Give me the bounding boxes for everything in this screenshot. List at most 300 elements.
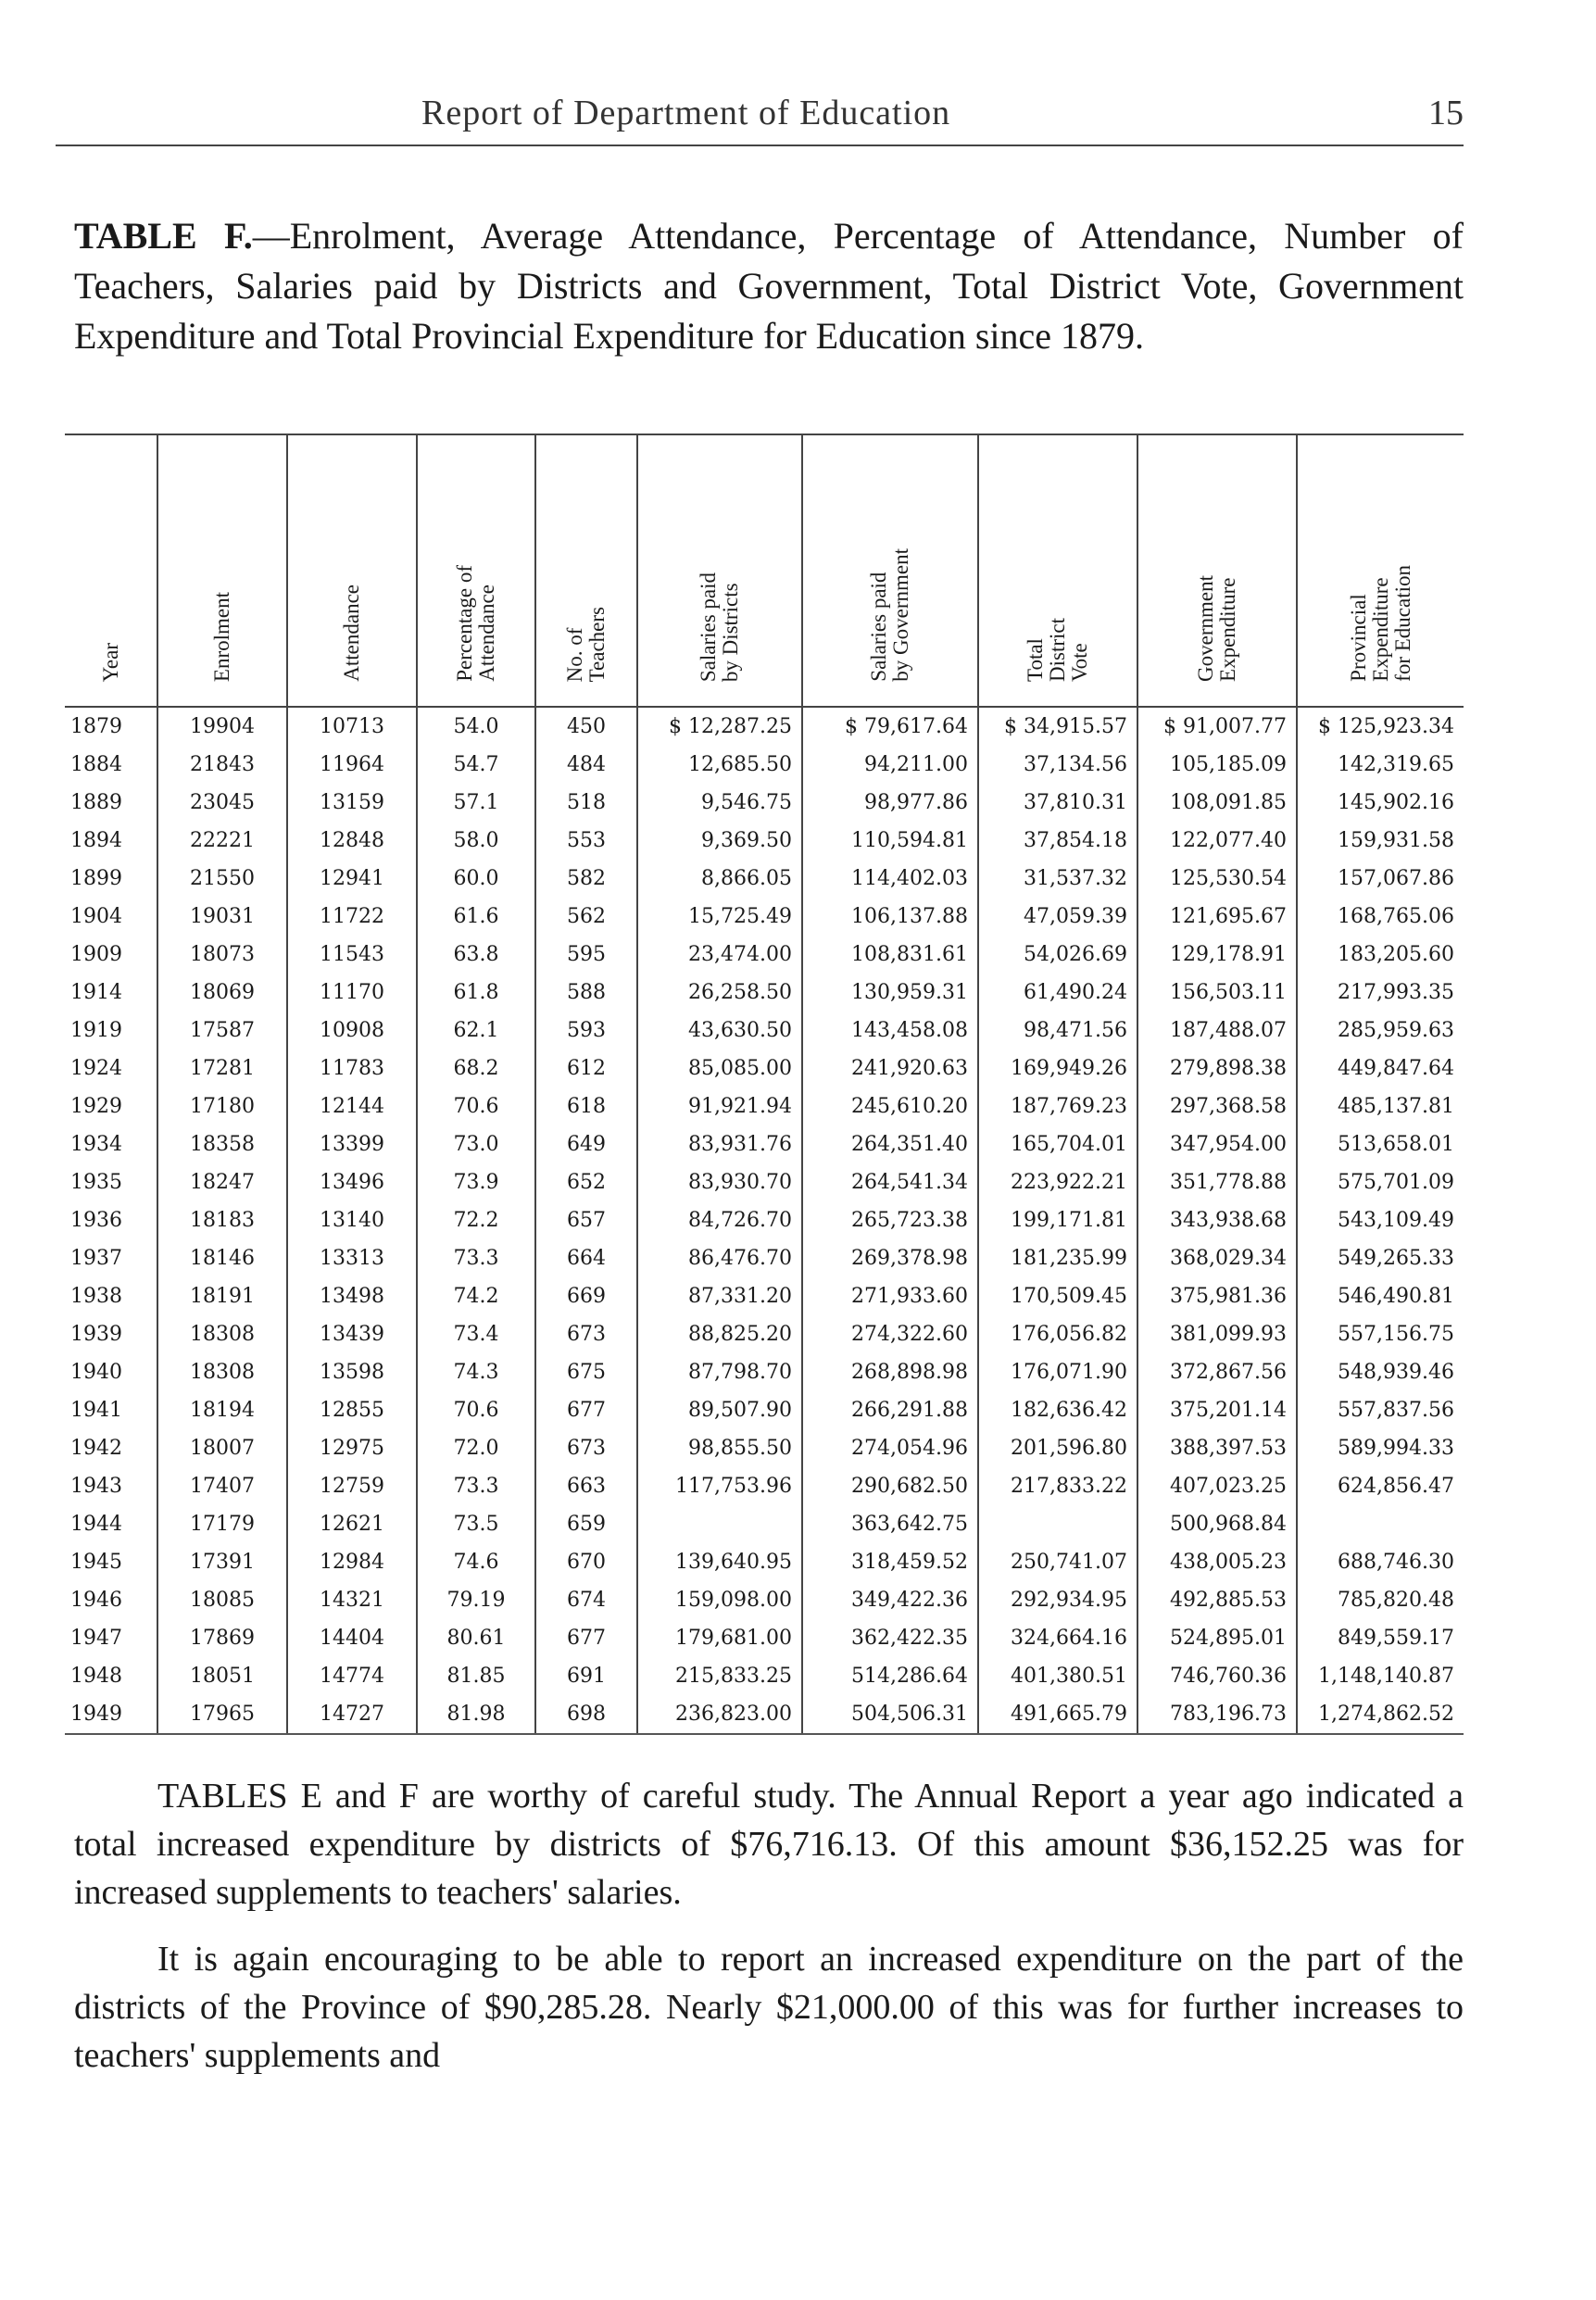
table-caption bbox=[74, 211, 1464, 361]
table-cell: 74.2 bbox=[417, 1277, 535, 1315]
table-cell: 363,642.75 bbox=[802, 1505, 978, 1543]
table-cell: 110,594.81 bbox=[802, 822, 978, 860]
table-cell: 73.5 bbox=[417, 1505, 535, 1543]
table-cell: 351,778.88 bbox=[1137, 1163, 1297, 1201]
table-cell: 13439 bbox=[287, 1315, 417, 1353]
table-cell: 657 bbox=[535, 1201, 637, 1239]
column-header bbox=[978, 434, 1137, 707]
table-cell: 22221 bbox=[157, 822, 287, 860]
table-cell: 582 bbox=[535, 860, 637, 898]
table-cell: 589,994.33 bbox=[1297, 1429, 1464, 1467]
table-cell: 593 bbox=[535, 1012, 637, 1049]
table-cell: 343,938.68 bbox=[1137, 1201, 1297, 1239]
table-cell: 10713 bbox=[287, 707, 417, 746]
table-cell: 1,274,862.52 bbox=[1297, 1695, 1464, 1734]
table-cell: 669 bbox=[535, 1277, 637, 1315]
table-cell: 176,056.82 bbox=[978, 1315, 1137, 1353]
table-cell: 13159 bbox=[287, 784, 417, 822]
table-cell: 1946 bbox=[70, 1589, 122, 1612]
table-cell: 12855 bbox=[287, 1391, 417, 1429]
page-number: 15 bbox=[1428, 94, 1464, 132]
table-cell: 201,596.80 bbox=[978, 1429, 1137, 1467]
table-cell: 130,959.31 bbox=[802, 974, 978, 1012]
table-cell: 179,681.00 bbox=[637, 1619, 802, 1657]
table-cell: 324,664.16 bbox=[978, 1619, 1137, 1657]
table-cell: 165,704.01 bbox=[978, 1125, 1137, 1163]
table-cell: 73.9 bbox=[417, 1163, 535, 1201]
table-cell: 347,954.00 bbox=[1137, 1125, 1297, 1163]
table-header-row bbox=[65, 434, 1464, 707]
table-cell: 1919 bbox=[70, 1019, 122, 1042]
table-cell: 26,258.50 bbox=[637, 974, 802, 1012]
table-cell: 1947 bbox=[70, 1627, 122, 1650]
table-cell: 54,026.69 bbox=[978, 936, 1137, 974]
column-header bbox=[157, 434, 287, 707]
table-cell: 181,235.99 bbox=[978, 1239, 1137, 1277]
table-cell: 1904 bbox=[70, 905, 122, 928]
table-cell: 14727 bbox=[287, 1695, 417, 1734]
table-cell: 18183 bbox=[157, 1201, 287, 1239]
table-cell: 12848 bbox=[287, 822, 417, 860]
table-cell: 108,091.85 bbox=[1137, 784, 1297, 822]
running-title: Report of Department of Education bbox=[421, 94, 951, 132]
table-cell: 79.19 bbox=[417, 1581, 535, 1619]
table-cell: 1942 bbox=[70, 1437, 122, 1460]
table-cell: 13140 bbox=[287, 1201, 417, 1239]
table-cell: 12984 bbox=[287, 1543, 417, 1581]
column-header bbox=[287, 434, 417, 707]
table-cell: 688,746.30 bbox=[1297, 1543, 1464, 1581]
table-cell: 21843 bbox=[157, 746, 287, 784]
table-row bbox=[65, 1239, 1464, 1277]
table-cell: 11543 bbox=[287, 936, 417, 974]
table-cell: 18146 bbox=[157, 1239, 287, 1277]
table-cell: 1939 bbox=[70, 1323, 122, 1346]
table-cell: $ 91,007.77 bbox=[1137, 707, 1297, 746]
table-cell: 375,981.36 bbox=[1137, 1277, 1297, 1315]
table-cell: 43,630.50 bbox=[637, 1012, 802, 1049]
table-cell: 159,931.58 bbox=[1297, 822, 1464, 860]
table-cell: 285,959.63 bbox=[1297, 1012, 1464, 1049]
table-cell: 1941 bbox=[70, 1399, 122, 1422]
table-cell: 17965 bbox=[157, 1695, 287, 1734]
table-cell: 297,368.58 bbox=[1137, 1087, 1297, 1125]
column-header-label: Enrolment bbox=[210, 591, 233, 682]
caption-lead: TABLE F. bbox=[74, 215, 253, 257]
table-cell: 381,099.93 bbox=[1137, 1315, 1297, 1353]
table-cell: 81.98 bbox=[417, 1695, 535, 1734]
table-row bbox=[65, 1581, 1464, 1619]
table-cell: 37,854.18 bbox=[978, 822, 1137, 860]
table-cell: 18085 bbox=[157, 1581, 287, 1619]
table-cell: 612 bbox=[535, 1049, 637, 1087]
table-cell: 98,855.50 bbox=[637, 1429, 802, 1467]
table-row bbox=[65, 1619, 1464, 1657]
table-cell: 1935 bbox=[70, 1171, 122, 1194]
table-cell: 57.1 bbox=[417, 784, 535, 822]
table-cell: 18051 bbox=[157, 1657, 287, 1695]
table-cell: 18308 bbox=[157, 1353, 287, 1391]
table-cell: 1938 bbox=[70, 1285, 122, 1308]
table-cell: 1889 bbox=[70, 791, 122, 814]
table-cell: 94,211.00 bbox=[802, 746, 978, 784]
table-cell: 292,934.95 bbox=[978, 1581, 1137, 1619]
table-cell: 1949 bbox=[65, 1695, 157, 1734]
column-header-label: Percentage of Attendance bbox=[453, 565, 498, 682]
column-header-label: Total District Vote bbox=[1024, 618, 1091, 682]
table-cell: 223,922.21 bbox=[978, 1163, 1137, 1201]
table-row bbox=[65, 1391, 1464, 1429]
table-cell: 12621 bbox=[287, 1505, 417, 1543]
table-cell: 13399 bbox=[287, 1125, 417, 1163]
table-cell: 176,071.90 bbox=[978, 1353, 1137, 1391]
table-cell: 514,286.64 bbox=[802, 1657, 978, 1695]
table-cell: 18007 bbox=[157, 1429, 287, 1467]
table-row bbox=[65, 1315, 1464, 1353]
table-cell: 31,537.32 bbox=[978, 860, 1137, 898]
table-cell: 168,765.06 bbox=[1297, 898, 1464, 936]
table-cell: 187,769.23 bbox=[978, 1087, 1137, 1125]
table-cell: 1894 bbox=[70, 829, 122, 852]
table-row bbox=[65, 1505, 1464, 1543]
body-paragraph-1: TABLES E and F are worthy of careful study. The Annual Report a year ago indicated a total increased expenditure by districts of $76,716.13. Of this amount $36,152.25 was for increased supplements to teachers' salaries. bbox=[74, 1777, 1464, 1912]
table-cell: 88,825.20 bbox=[637, 1315, 802, 1353]
table-cell: 1944 bbox=[70, 1513, 122, 1536]
table-row bbox=[65, 860, 1464, 898]
table-cell: 264,351.40 bbox=[802, 1125, 978, 1163]
table-cell: 659 bbox=[535, 1505, 637, 1543]
table-cell: 23,474.00 bbox=[637, 936, 802, 974]
table-cell: 9,546.75 bbox=[637, 784, 802, 822]
table-cell: 1937 bbox=[70, 1247, 122, 1270]
table-cell: 268,898.98 bbox=[802, 1353, 978, 1391]
table-cell: 518 bbox=[535, 784, 637, 822]
table-cell: 70.6 bbox=[417, 1087, 535, 1125]
table-cell: 21550 bbox=[157, 860, 287, 898]
table-cell: 618 bbox=[535, 1087, 637, 1125]
running-header bbox=[56, 93, 1464, 146]
table-cell: 142,319.65 bbox=[1297, 746, 1464, 784]
table-cell: 117,753.96 bbox=[637, 1467, 802, 1505]
table-cell: 698 bbox=[535, 1695, 637, 1734]
table-cell: 595 bbox=[535, 936, 637, 974]
table-cell: 746,760.36 bbox=[1137, 1657, 1297, 1695]
table-cell: 68.2 bbox=[417, 1049, 535, 1087]
table-cell: 1924 bbox=[70, 1057, 122, 1080]
column-header bbox=[417, 434, 535, 707]
table-cell: 250,741.07 bbox=[978, 1543, 1137, 1581]
table-cell: 182,636.42 bbox=[978, 1391, 1137, 1429]
table-cell: 12,685.50 bbox=[637, 746, 802, 784]
table-cell: 543,109.49 bbox=[1297, 1201, 1464, 1239]
table-cell: 11783 bbox=[287, 1049, 417, 1087]
table-cell: 159,098.00 bbox=[637, 1581, 802, 1619]
table-cell: 677 bbox=[535, 1619, 637, 1657]
column-header-label: Attendance bbox=[340, 584, 363, 682]
table-cell: 73.3 bbox=[417, 1467, 535, 1505]
table-cell: 1929 bbox=[70, 1095, 122, 1118]
table-cell: 236,823.00 bbox=[637, 1695, 802, 1734]
table-cell: 169,949.26 bbox=[978, 1049, 1137, 1087]
table-cell: 12144 bbox=[287, 1087, 417, 1125]
table-row bbox=[65, 1467, 1464, 1505]
table-cell: 588 bbox=[535, 974, 637, 1012]
table-cell: 271,933.60 bbox=[802, 1277, 978, 1315]
table-cell: 145,902.16 bbox=[1297, 784, 1464, 822]
table-cell bbox=[637, 1505, 802, 1543]
table-row bbox=[65, 898, 1464, 936]
table-cell: 13498 bbox=[287, 1277, 417, 1315]
column-header bbox=[1137, 434, 1297, 707]
table-cell: 72.0 bbox=[417, 1429, 535, 1467]
table-cell: 86,476.70 bbox=[637, 1239, 802, 1277]
table-cell: 89,507.90 bbox=[637, 1391, 802, 1429]
column-header-label: No. of Teachers bbox=[563, 606, 609, 682]
table-cell: 37,134.56 bbox=[978, 746, 1137, 784]
column-header bbox=[1297, 434, 1464, 707]
table-cell: 54.7 bbox=[417, 746, 535, 784]
table-cell: 54.0 bbox=[417, 707, 535, 746]
table-cell: 388,397.53 bbox=[1137, 1429, 1297, 1467]
column-header bbox=[637, 434, 802, 707]
table-cell: 372,867.56 bbox=[1137, 1353, 1297, 1391]
table-cell: 72.2 bbox=[417, 1201, 535, 1239]
table-cell: 61.8 bbox=[417, 974, 535, 1012]
table-cell: 500,968.84 bbox=[1137, 1505, 1297, 1543]
table-row bbox=[65, 1543, 1464, 1581]
table-cell: 513,658.01 bbox=[1297, 1125, 1464, 1163]
table-cell: 241,920.63 bbox=[802, 1049, 978, 1087]
caption-text: —Enrolment, Average Attendance, Percentage of Attendance, Number of Teachers, Salaries paid by Districts and Government, Total District Vote, Government Expenditure and Total Provincial Expenditure for Education since 1879. bbox=[74, 215, 1464, 357]
column-header-label: Year bbox=[98, 642, 122, 682]
table-row bbox=[65, 1429, 1464, 1467]
table-row bbox=[65, 1087, 1464, 1125]
table-cell: $ 12,287.25 bbox=[637, 707, 802, 746]
table-cell: 129,178.91 bbox=[1137, 936, 1297, 974]
table-cell: 215,833.25 bbox=[637, 1657, 802, 1695]
table-cell: 11170 bbox=[287, 974, 417, 1012]
table-cell: 1909 bbox=[70, 943, 122, 966]
table-cell: 12941 bbox=[287, 860, 417, 898]
table-cell: 362,422.35 bbox=[802, 1619, 978, 1657]
statistics-table bbox=[65, 434, 1464, 1735]
table-cell: 349,422.36 bbox=[802, 1581, 978, 1619]
table-cell: 575,701.09 bbox=[1297, 1163, 1464, 1201]
table-cell: 23045 bbox=[157, 784, 287, 822]
table-cell: 274,322.60 bbox=[802, 1315, 978, 1353]
table-cell: 673 bbox=[535, 1315, 637, 1353]
table-row bbox=[65, 1049, 1464, 1087]
table-cell: 14774 bbox=[287, 1657, 417, 1695]
table-row bbox=[65, 707, 1464, 746]
table-cell: 1884 bbox=[70, 753, 122, 776]
table-cell: 18191 bbox=[157, 1277, 287, 1315]
table-cell: 1934 bbox=[70, 1133, 122, 1156]
table-cell: 73.0 bbox=[417, 1125, 535, 1163]
table-cell: 649 bbox=[535, 1125, 637, 1163]
table-cell: 108,831.61 bbox=[802, 936, 978, 974]
table-cell: 73.4 bbox=[417, 1315, 535, 1353]
table-cell: 546,490.81 bbox=[1297, 1277, 1464, 1315]
table-cell: 557,156.75 bbox=[1297, 1315, 1464, 1353]
table-cell: 13496 bbox=[287, 1163, 417, 1201]
table-cell: 17587 bbox=[157, 1012, 287, 1049]
table-cell: 1943 bbox=[70, 1475, 122, 1498]
table-cell: 1879 bbox=[70, 715, 122, 738]
table-cell: 61,490.24 bbox=[978, 974, 1137, 1012]
table-cell: 290,682.50 bbox=[802, 1467, 978, 1505]
table-cell: 121,695.67 bbox=[1137, 898, 1297, 936]
table-cell: 8,866.05 bbox=[637, 860, 802, 898]
table-cell: 1940 bbox=[70, 1361, 122, 1384]
table-cell: 557,837.56 bbox=[1297, 1391, 1464, 1429]
table-cell: 562 bbox=[535, 898, 637, 936]
table-cell: 677 bbox=[535, 1391, 637, 1429]
table-row bbox=[65, 1657, 1464, 1695]
column-header bbox=[535, 434, 637, 707]
table-cell: 524,895.01 bbox=[1137, 1619, 1297, 1657]
table-row bbox=[65, 1353, 1464, 1391]
table-cell: 11722 bbox=[287, 898, 417, 936]
column-header-label: Salaries paid by Districts bbox=[697, 572, 742, 682]
table-cell: 1948 bbox=[70, 1665, 122, 1688]
column-header bbox=[65, 434, 157, 707]
table-cell: 98,471.56 bbox=[978, 1012, 1137, 1049]
table-cell: 106,137.88 bbox=[802, 898, 978, 936]
table-row bbox=[65, 1012, 1464, 1049]
table-cell: 18069 bbox=[157, 974, 287, 1012]
table-cell: 485,137.81 bbox=[1297, 1087, 1464, 1125]
table-row bbox=[65, 1277, 1464, 1315]
table-cell: $ 125,923.34 bbox=[1297, 707, 1464, 746]
table-cell: 81.85 bbox=[417, 1657, 535, 1695]
table-row bbox=[65, 1695, 1464, 1734]
table-cell: 18247 bbox=[157, 1163, 287, 1201]
table-cell: 122,077.40 bbox=[1137, 822, 1297, 860]
table-cell: 18194 bbox=[157, 1391, 287, 1429]
table-cell: 1945 bbox=[70, 1551, 122, 1574]
table-cell: 143,458.08 bbox=[802, 1012, 978, 1049]
table-cell: 19031 bbox=[157, 898, 287, 936]
column-header-label: Government Expenditure bbox=[1194, 575, 1239, 682]
table-cell: 17179 bbox=[157, 1505, 287, 1543]
table-cell: 105,185.09 bbox=[1137, 746, 1297, 784]
table-cell: 491,665.79 bbox=[978, 1695, 1137, 1734]
table-cell: 87,798.70 bbox=[637, 1353, 802, 1391]
table-cell: 73.3 bbox=[417, 1239, 535, 1277]
table-cell: 549,265.33 bbox=[1297, 1239, 1464, 1277]
table-cell bbox=[978, 1505, 1137, 1543]
table-cell: 87,331.20 bbox=[637, 1277, 802, 1315]
table-cell: 664 bbox=[535, 1239, 637, 1277]
table-cell: 264,541.34 bbox=[802, 1163, 978, 1201]
table-cell: 674 bbox=[535, 1581, 637, 1619]
table-row bbox=[65, 1125, 1464, 1163]
table-cell: 85,085.00 bbox=[637, 1049, 802, 1087]
table-cell: 98,977.86 bbox=[802, 784, 978, 822]
table-cell: 17391 bbox=[157, 1543, 287, 1581]
table-cell: 624,856.47 bbox=[1297, 1467, 1464, 1505]
table-cell: 83,931.76 bbox=[637, 1125, 802, 1163]
table-cell: 1899 bbox=[70, 867, 122, 890]
table-cell: 492,885.53 bbox=[1137, 1581, 1297, 1619]
table-cell: 62.1 bbox=[417, 1012, 535, 1049]
table-cell: 63.8 bbox=[417, 936, 535, 974]
table-row bbox=[65, 822, 1464, 860]
column-header-label: Salaries paid by Government bbox=[867, 548, 912, 682]
table-cell: $ 79,617.64 bbox=[802, 707, 978, 746]
column-header-label: Provincial Expenditure for Education bbox=[1346, 565, 1414, 682]
table-cell: 61.6 bbox=[417, 898, 535, 936]
table-row bbox=[65, 974, 1464, 1012]
table-cell: 553 bbox=[535, 822, 637, 860]
table-cell: 157,067.86 bbox=[1297, 860, 1464, 898]
table-cell: 504,506.31 bbox=[802, 1695, 978, 1734]
table-cell: 139,640.95 bbox=[637, 1543, 802, 1581]
table-cell: 375,201.14 bbox=[1137, 1391, 1297, 1429]
table-cell: 269,378.98 bbox=[802, 1239, 978, 1277]
table-cell: 279,898.38 bbox=[1137, 1049, 1297, 1087]
table-cell: 18308 bbox=[157, 1315, 287, 1353]
table-cell: 691 bbox=[535, 1657, 637, 1695]
table-cell: 60.0 bbox=[417, 860, 535, 898]
table-cell: 170,509.45 bbox=[978, 1277, 1137, 1315]
table-cell: 17407 bbox=[157, 1467, 287, 1505]
table-cell: 19904 bbox=[157, 707, 287, 746]
table-cell: 670 bbox=[535, 1543, 637, 1581]
table-cell: 84,726.70 bbox=[637, 1201, 802, 1239]
table-cell: 114,402.03 bbox=[802, 860, 978, 898]
table-row bbox=[65, 784, 1464, 822]
table-cell: 407,023.25 bbox=[1137, 1467, 1297, 1505]
table-cell: 17281 bbox=[157, 1049, 287, 1087]
table-cell: 449,847.64 bbox=[1297, 1049, 1464, 1087]
table-cell: 785,820.48 bbox=[1297, 1581, 1464, 1619]
table-cell: 265,723.38 bbox=[802, 1201, 978, 1239]
table-row bbox=[65, 1163, 1464, 1201]
table-cell: 548,939.46 bbox=[1297, 1353, 1464, 1391]
table-cell: 125,530.54 bbox=[1137, 860, 1297, 898]
table-cell: 783,196.73 bbox=[1137, 1695, 1297, 1734]
table-cell: 1936 bbox=[70, 1209, 122, 1232]
table-cell: 156,503.11 bbox=[1137, 974, 1297, 1012]
body-paragraph-2: It is again encouraging to be able to report an increased expenditure on the part of the districts of the Province of $90,285.28. Nearly $21,000.00 of this was for further increases to teachers' supplements and bbox=[74, 1940, 1464, 2075]
table-row bbox=[65, 1201, 1464, 1239]
table-cell: 187,488.07 bbox=[1137, 1012, 1297, 1049]
table-cell: 199,171.81 bbox=[978, 1201, 1137, 1239]
table-cell: 245,610.20 bbox=[802, 1087, 978, 1125]
table-cell: 266,291.88 bbox=[802, 1391, 978, 1429]
table-cell: 15,725.49 bbox=[637, 898, 802, 936]
table-body bbox=[65, 707, 1464, 1734]
table-cell: 368,029.34 bbox=[1137, 1239, 1297, 1277]
table-cell: 14404 bbox=[287, 1619, 417, 1657]
table-cell: 18358 bbox=[157, 1125, 287, 1163]
table-cell: 37,810.31 bbox=[978, 784, 1137, 822]
table-cell: 80.61 bbox=[417, 1619, 535, 1657]
table-cell: 83,930.70 bbox=[637, 1163, 802, 1201]
table-cell: 12759 bbox=[287, 1467, 417, 1505]
table-cell: $ 34,915.57 bbox=[978, 707, 1137, 746]
table-cell: 652 bbox=[535, 1163, 637, 1201]
table-cell: 217,833.22 bbox=[978, 1467, 1137, 1505]
table-cell: 47,059.39 bbox=[978, 898, 1137, 936]
table-cell: 14321 bbox=[287, 1581, 417, 1619]
column-header bbox=[802, 434, 978, 707]
table-cell: 675 bbox=[535, 1353, 637, 1391]
table-cell: 74.6 bbox=[417, 1543, 535, 1581]
table-cell: 58.0 bbox=[417, 822, 535, 860]
